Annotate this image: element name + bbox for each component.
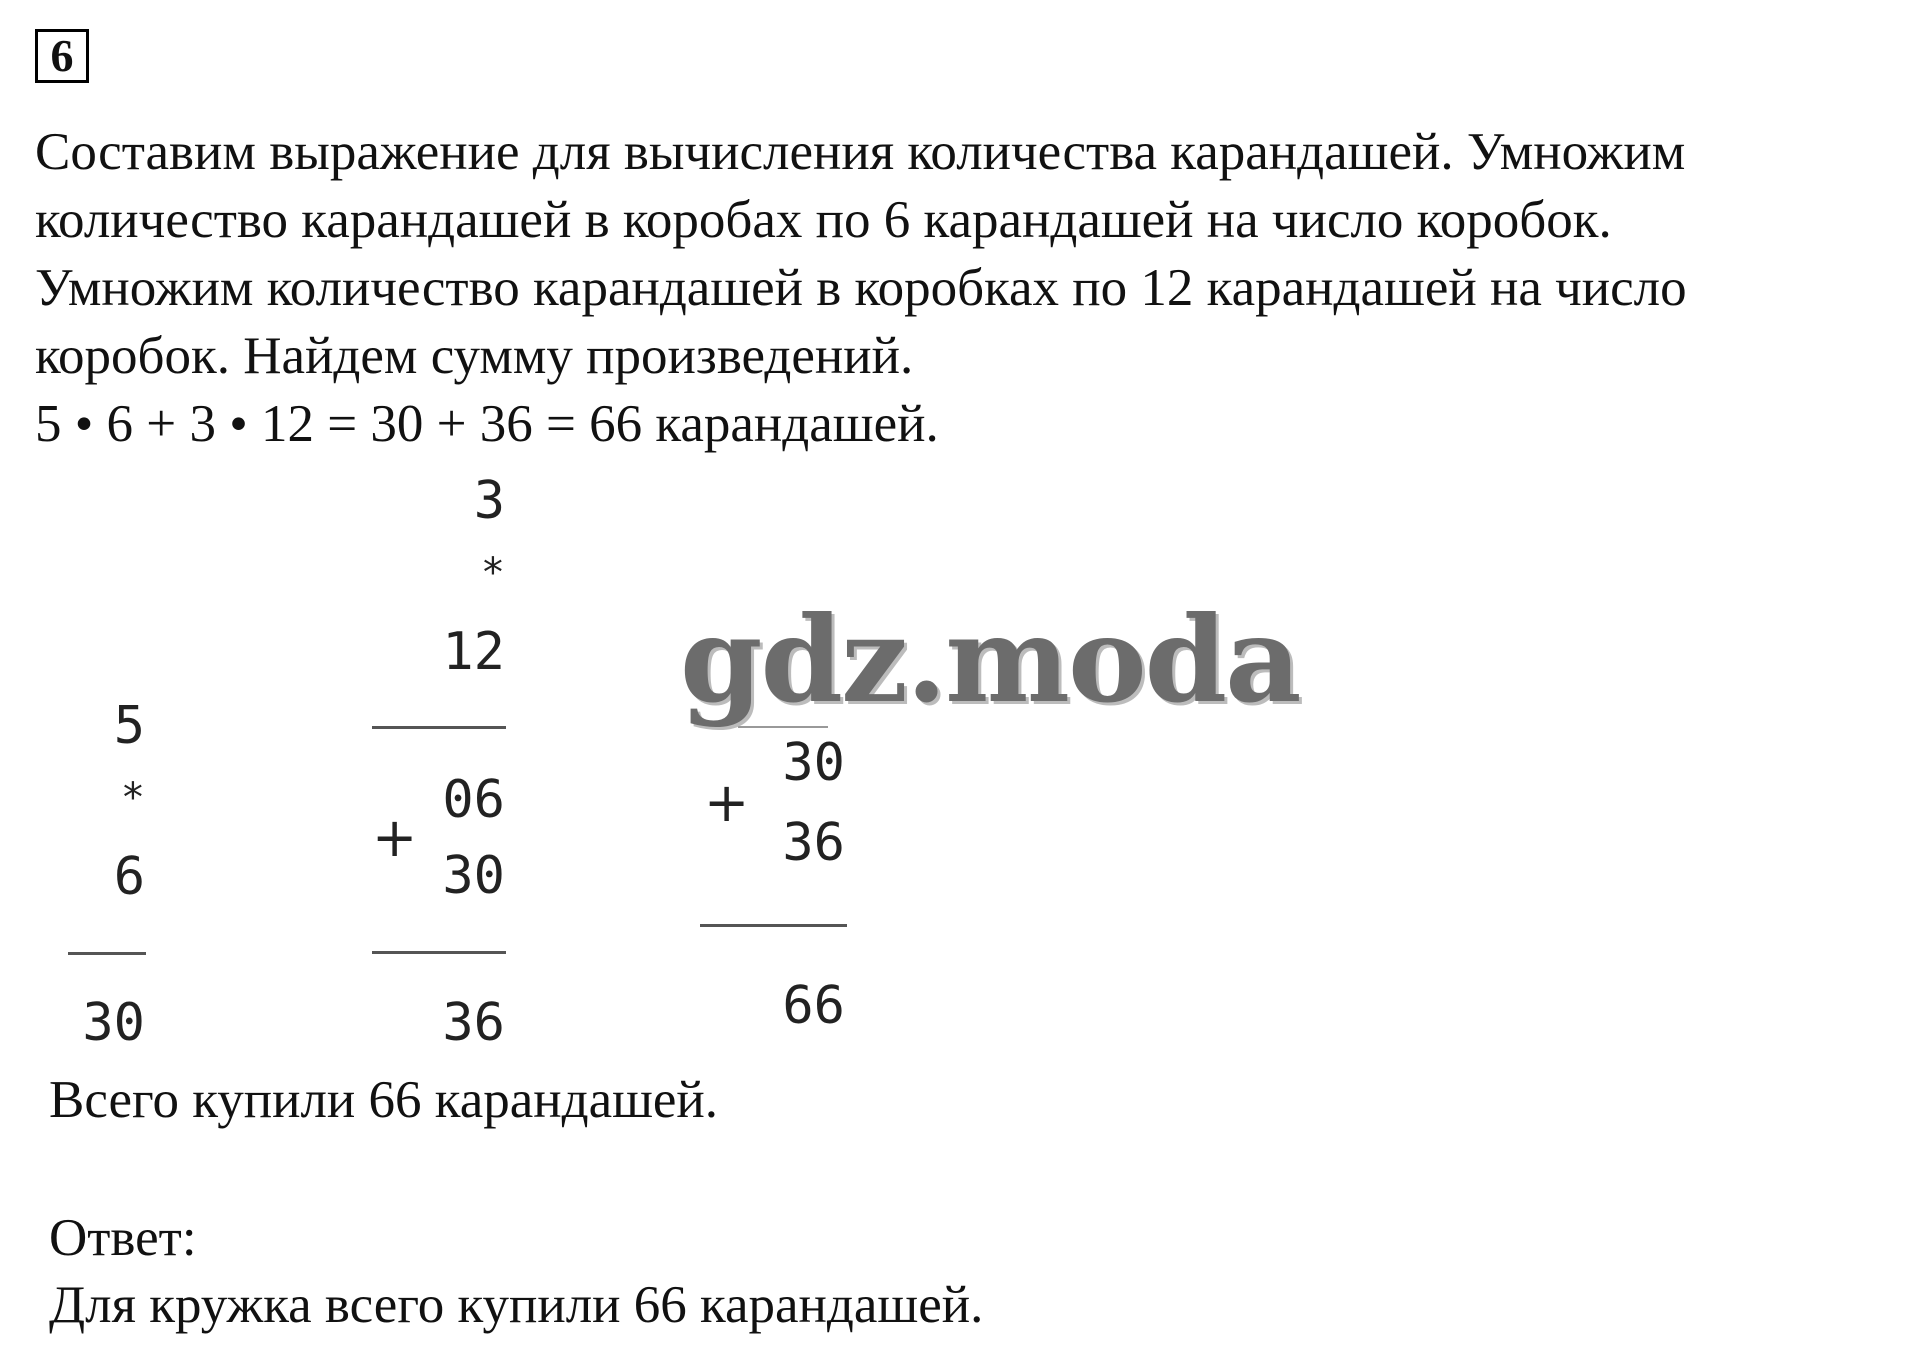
answer-label: Ответ: — [49, 1209, 197, 1267]
calc2-operand-a: 3 — [473, 471, 505, 531]
calc1-multiply-sign: * — [120, 775, 145, 821]
paragraph-line-3: Умножим количество карандашей в коробках по 12 карандашей на число — [35, 259, 1687, 317]
calc2-operand-b: 12 — [442, 622, 505, 682]
calc1-divider — [68, 952, 146, 955]
calc1-operand-b: 6 — [113, 847, 145, 907]
expression-line: 5 • 6 + 3 • 12 = 30 + 36 = 66 карандашей. — [35, 395, 939, 453]
calc2-plus-sign: + — [372, 806, 418, 869]
paragraph-line-2: количество карандашей в коробах по 6 карандашей на число коробок. — [35, 191, 1612, 249]
total-text: Всего купили 66 карандашей. — [49, 1071, 719, 1129]
calc1-operand-a: 5 — [113, 696, 145, 756]
calc2-divider-top — [372, 726, 506, 729]
calc2-divider-bottom — [372, 951, 506, 954]
watermark-logo: gdz.moda — [680, 590, 1300, 729]
calc3-result: 66 — [782, 976, 845, 1036]
solution-paragraph — [35, 118, 1915, 458]
calc3-operand-b: 36 — [782, 813, 845, 873]
calc3-operand-a: 30 — [782, 733, 845, 793]
paragraph-line-4: коробок. Найдем сумму произведений. — [35, 327, 914, 385]
task-number: 6 — [50, 30, 74, 81]
task-number-box — [35, 29, 89, 83]
paragraph-line-1: Составим выражение для вычисления количества карандашей. Умножим — [35, 123, 1686, 181]
calc2-partial-1: 06 — [442, 770, 505, 830]
calc2-multiply-sign: * — [480, 550, 505, 596]
answer-text: Для кружка всего купили 66 карандашей. — [49, 1276, 984, 1334]
calc3-divider — [700, 924, 847, 927]
calc3-plus-sign: + — [704, 771, 750, 834]
calc1-result: 30 — [82, 993, 145, 1053]
calc2-result: 36 — [442, 993, 505, 1053]
calc2-partial-2: 30 — [442, 846, 505, 906]
